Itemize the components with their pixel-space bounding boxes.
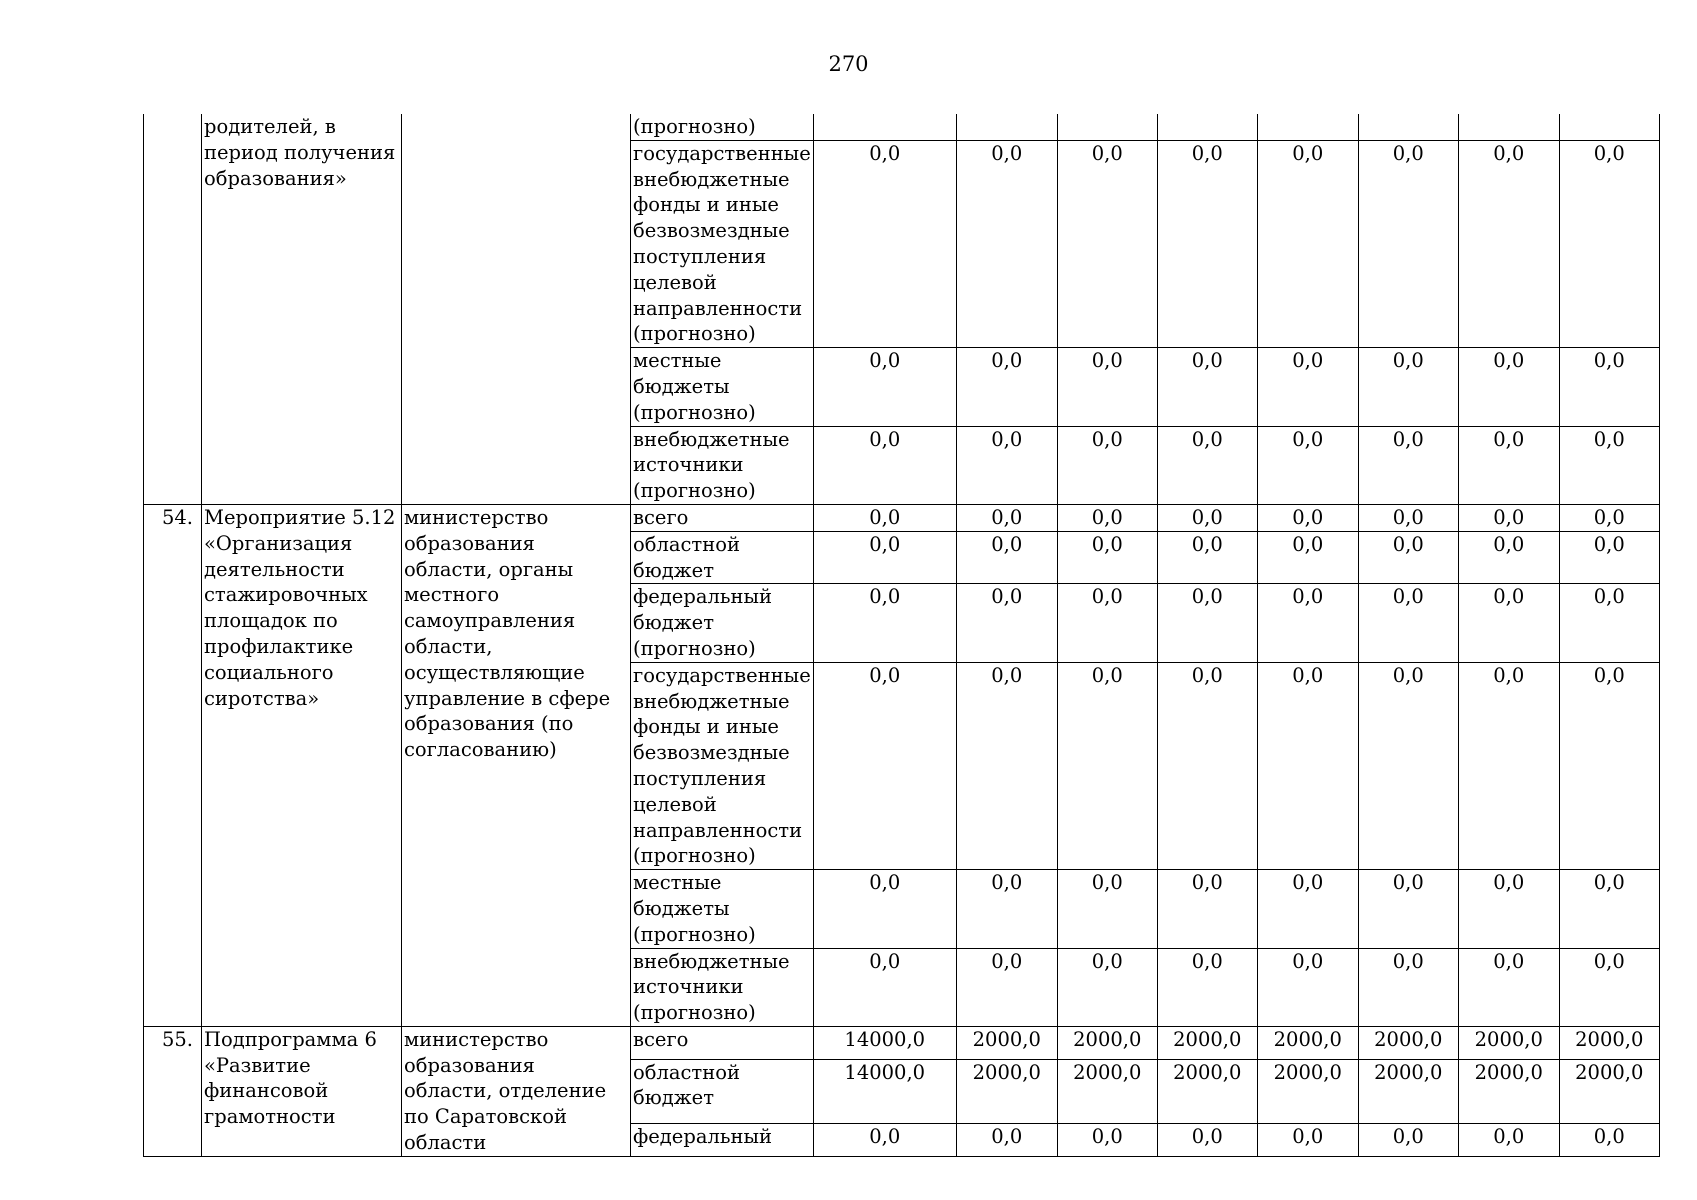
value-cell: 0,0	[1057, 504, 1157, 531]
value-cell	[1057, 114, 1157, 140]
funding-source-cell: всего	[631, 504, 814, 531]
value-cell: 0,0	[1157, 140, 1257, 347]
value-cell: 0,0	[1257, 504, 1358, 531]
value-cell	[1257, 114, 1358, 140]
value-cell: 0,0	[1057, 948, 1157, 1026]
table-row	[144, 114, 1660, 140]
value-cell: 2000,0	[1157, 1026, 1257, 1059]
funding-source-cell: федеральный	[631, 1124, 814, 1157]
funding-source-cell: государственные внебюджетные фонды и иные безвозмездные поступления целевой направленности (прогнозно)	[631, 140, 814, 347]
value-cell: 0,0	[956, 348, 1057, 426]
value-cell: 2000,0	[956, 1026, 1057, 1059]
value-cell: 0,0	[1257, 531, 1358, 584]
value-cell: 0,0	[1157, 662, 1257, 869]
value-cell: 0,0	[1358, 504, 1458, 531]
value-cell: 0,0	[1257, 348, 1358, 426]
value-cell: 0,0	[813, 531, 956, 584]
value-cell: 0,0	[1458, 662, 1559, 869]
value-cell: 0,0	[813, 426, 956, 504]
value-cell	[1157, 114, 1257, 140]
value-cell: 0,0	[956, 531, 1057, 584]
table-row	[144, 1026, 1660, 1059]
event-name-cell: родителей, в период получения образования»	[202, 114, 402, 504]
value-cell: 0,0	[1358, 948, 1458, 1026]
value-cell: 2000,0	[1057, 1059, 1157, 1123]
value-cell: 0,0	[1057, 662, 1157, 869]
executor-cell: министерство образования области, органы местного самоуправления области, осуществляющие управление в сфере образования (по согласованию)	[402, 504, 631, 1026]
value-cell: 0,0	[1257, 870, 1358, 948]
value-cell: 2000,0	[1458, 1026, 1559, 1059]
value-cell	[1358, 114, 1458, 140]
value-cell: 0,0	[1458, 348, 1559, 426]
funding-source-cell: областной бюджет	[631, 1059, 814, 1123]
value-cell	[1559, 114, 1659, 140]
value-cell: 0,0	[813, 870, 956, 948]
value-cell: 0,0	[1559, 662, 1659, 869]
budget-table	[143, 114, 1660, 1157]
value-cell: 0,0	[1157, 584, 1257, 662]
value-cell: 0,0	[1057, 140, 1157, 347]
value-cell: 0,0	[1358, 348, 1458, 426]
value-cell: 0,0	[1057, 584, 1157, 662]
value-cell: 14000,0	[813, 1059, 956, 1123]
value-cell: 0,0	[1458, 531, 1559, 584]
value-cell: 0,0	[956, 140, 1057, 347]
value-cell: 2000,0	[1559, 1026, 1659, 1059]
value-cell: 0,0	[956, 662, 1057, 869]
value-cell: 0,0	[956, 948, 1057, 1026]
value-cell: 0,0	[1458, 584, 1559, 662]
value-cell: 0,0	[1458, 426, 1559, 504]
value-cell: 0,0	[956, 584, 1057, 662]
value-cell: 0,0	[1358, 140, 1458, 347]
value-cell: 2000,0	[1257, 1059, 1358, 1123]
value-cell: 0,0	[1358, 662, 1458, 869]
table-row	[144, 504, 1660, 531]
value-cell: 0,0	[1458, 140, 1559, 347]
value-cell: 0,0	[1157, 348, 1257, 426]
value-cell: 0,0	[1257, 140, 1358, 347]
value-cell: 0,0	[1559, 531, 1659, 584]
value-cell: 0,0	[1559, 1124, 1659, 1157]
value-cell: 0,0	[1559, 584, 1659, 662]
funding-source-cell: областной бюджет	[631, 531, 814, 584]
funding-source-cell: (прогнозно)	[631, 114, 814, 140]
value-cell: 0,0	[1057, 426, 1157, 504]
value-cell: 2000,0	[1057, 1026, 1157, 1059]
value-cell: 0,0	[1458, 948, 1559, 1026]
value-cell: 0,0	[1257, 426, 1358, 504]
value-cell: 0,0	[1157, 531, 1257, 584]
value-cell: 0,0	[813, 504, 956, 531]
row-number-cell	[144, 114, 202, 504]
value-cell: 0,0	[813, 140, 956, 347]
funding-source-cell: внебюджетные источники (прогнозно)	[631, 948, 814, 1026]
funding-source-cell: внебюджетные источники (прогнозно)	[631, 426, 814, 504]
value-cell: 0,0	[1559, 426, 1659, 504]
value-cell: 0,0	[1458, 870, 1559, 948]
table-body	[144, 114, 1660, 1156]
value-cell: 0,0	[1559, 504, 1659, 531]
value-cell: 0,0	[1458, 504, 1559, 531]
funding-source-cell: федеральный бюджет (прогнозно)	[631, 584, 814, 662]
executor-cell	[402, 114, 631, 504]
event-name-cell: Мероприятие 5.12 «Организация деятельности стажировочных площадок по профилактике социального сиротства»	[202, 504, 402, 1026]
value-cell: 0,0	[956, 426, 1057, 504]
executor-cell: министерство образования области, отделение по Саратовской области	[402, 1026, 631, 1156]
value-cell: 0,0	[956, 1124, 1057, 1157]
value-cell: 14000,0	[813, 1026, 956, 1059]
funding-source-cell: государственные внебюджетные фонды и иные безвозмездные поступления целевой направленности (прогнозно)	[631, 662, 814, 869]
value-cell: 0,0	[813, 662, 956, 869]
value-cell: 0,0	[1559, 140, 1659, 347]
value-cell: 2000,0	[1257, 1026, 1358, 1059]
value-cell: 0,0	[1257, 584, 1358, 662]
value-cell: 0,0	[813, 348, 956, 426]
value-cell: 0,0	[1358, 870, 1458, 948]
value-cell: 0,0	[1358, 584, 1458, 662]
value-cell: 0,0	[1358, 531, 1458, 584]
value-cell: 0,0	[813, 1124, 956, 1157]
value-cell: 0,0	[1057, 531, 1157, 584]
value-cell	[813, 114, 956, 140]
value-cell	[1458, 114, 1559, 140]
value-cell: 0,0	[1057, 870, 1157, 948]
value-cell: 0,0	[1257, 948, 1358, 1026]
value-cell: 2000,0	[1358, 1026, 1458, 1059]
value-cell: 2000,0	[1157, 1059, 1257, 1123]
value-cell: 0,0	[956, 504, 1057, 531]
value-cell: 0,0	[1559, 948, 1659, 1026]
value-cell: 0,0	[1157, 1124, 1257, 1157]
value-cell: 0,0	[1157, 426, 1257, 504]
event-name-cell: Подпрограмма 6 «Развитие финансовой грамотности	[202, 1026, 402, 1156]
value-cell: 0,0	[1559, 870, 1659, 948]
value-cell: 0,0	[1358, 426, 1458, 504]
value-cell: 0,0	[813, 584, 956, 662]
value-cell: 2000,0	[956, 1059, 1057, 1123]
value-cell: 2000,0	[1458, 1059, 1559, 1123]
value-cell: 0,0	[1057, 348, 1157, 426]
value-cell: 0,0	[1157, 504, 1257, 531]
page-number: 270	[828, 52, 869, 76]
value-cell: 0,0	[1458, 1124, 1559, 1157]
value-cell: 0,0	[1157, 948, 1257, 1026]
row-number-cell: 55.	[144, 1026, 202, 1156]
value-cell: 0,0	[813, 948, 956, 1026]
funding-source-cell: всего	[631, 1026, 814, 1059]
value-cell: 0,0	[1057, 1124, 1157, 1157]
value-cell: 0,0	[1559, 348, 1659, 426]
funding-source-cell: местные бюджеты (прогнозно)	[631, 870, 814, 948]
row-number-cell: 54.	[144, 504, 202, 1026]
value-cell: 0,0	[1257, 662, 1358, 869]
value-cell: 0,0	[1157, 870, 1257, 948]
funding-source-cell: местные бюджеты (прогнозно)	[631, 348, 814, 426]
value-cell: 0,0	[1257, 1124, 1358, 1157]
value-cell: 0,0	[1358, 1124, 1458, 1157]
value-cell	[956, 114, 1057, 140]
value-cell: 2000,0	[1358, 1059, 1458, 1123]
value-cell: 0,0	[956, 870, 1057, 948]
value-cell: 2000,0	[1559, 1059, 1659, 1123]
